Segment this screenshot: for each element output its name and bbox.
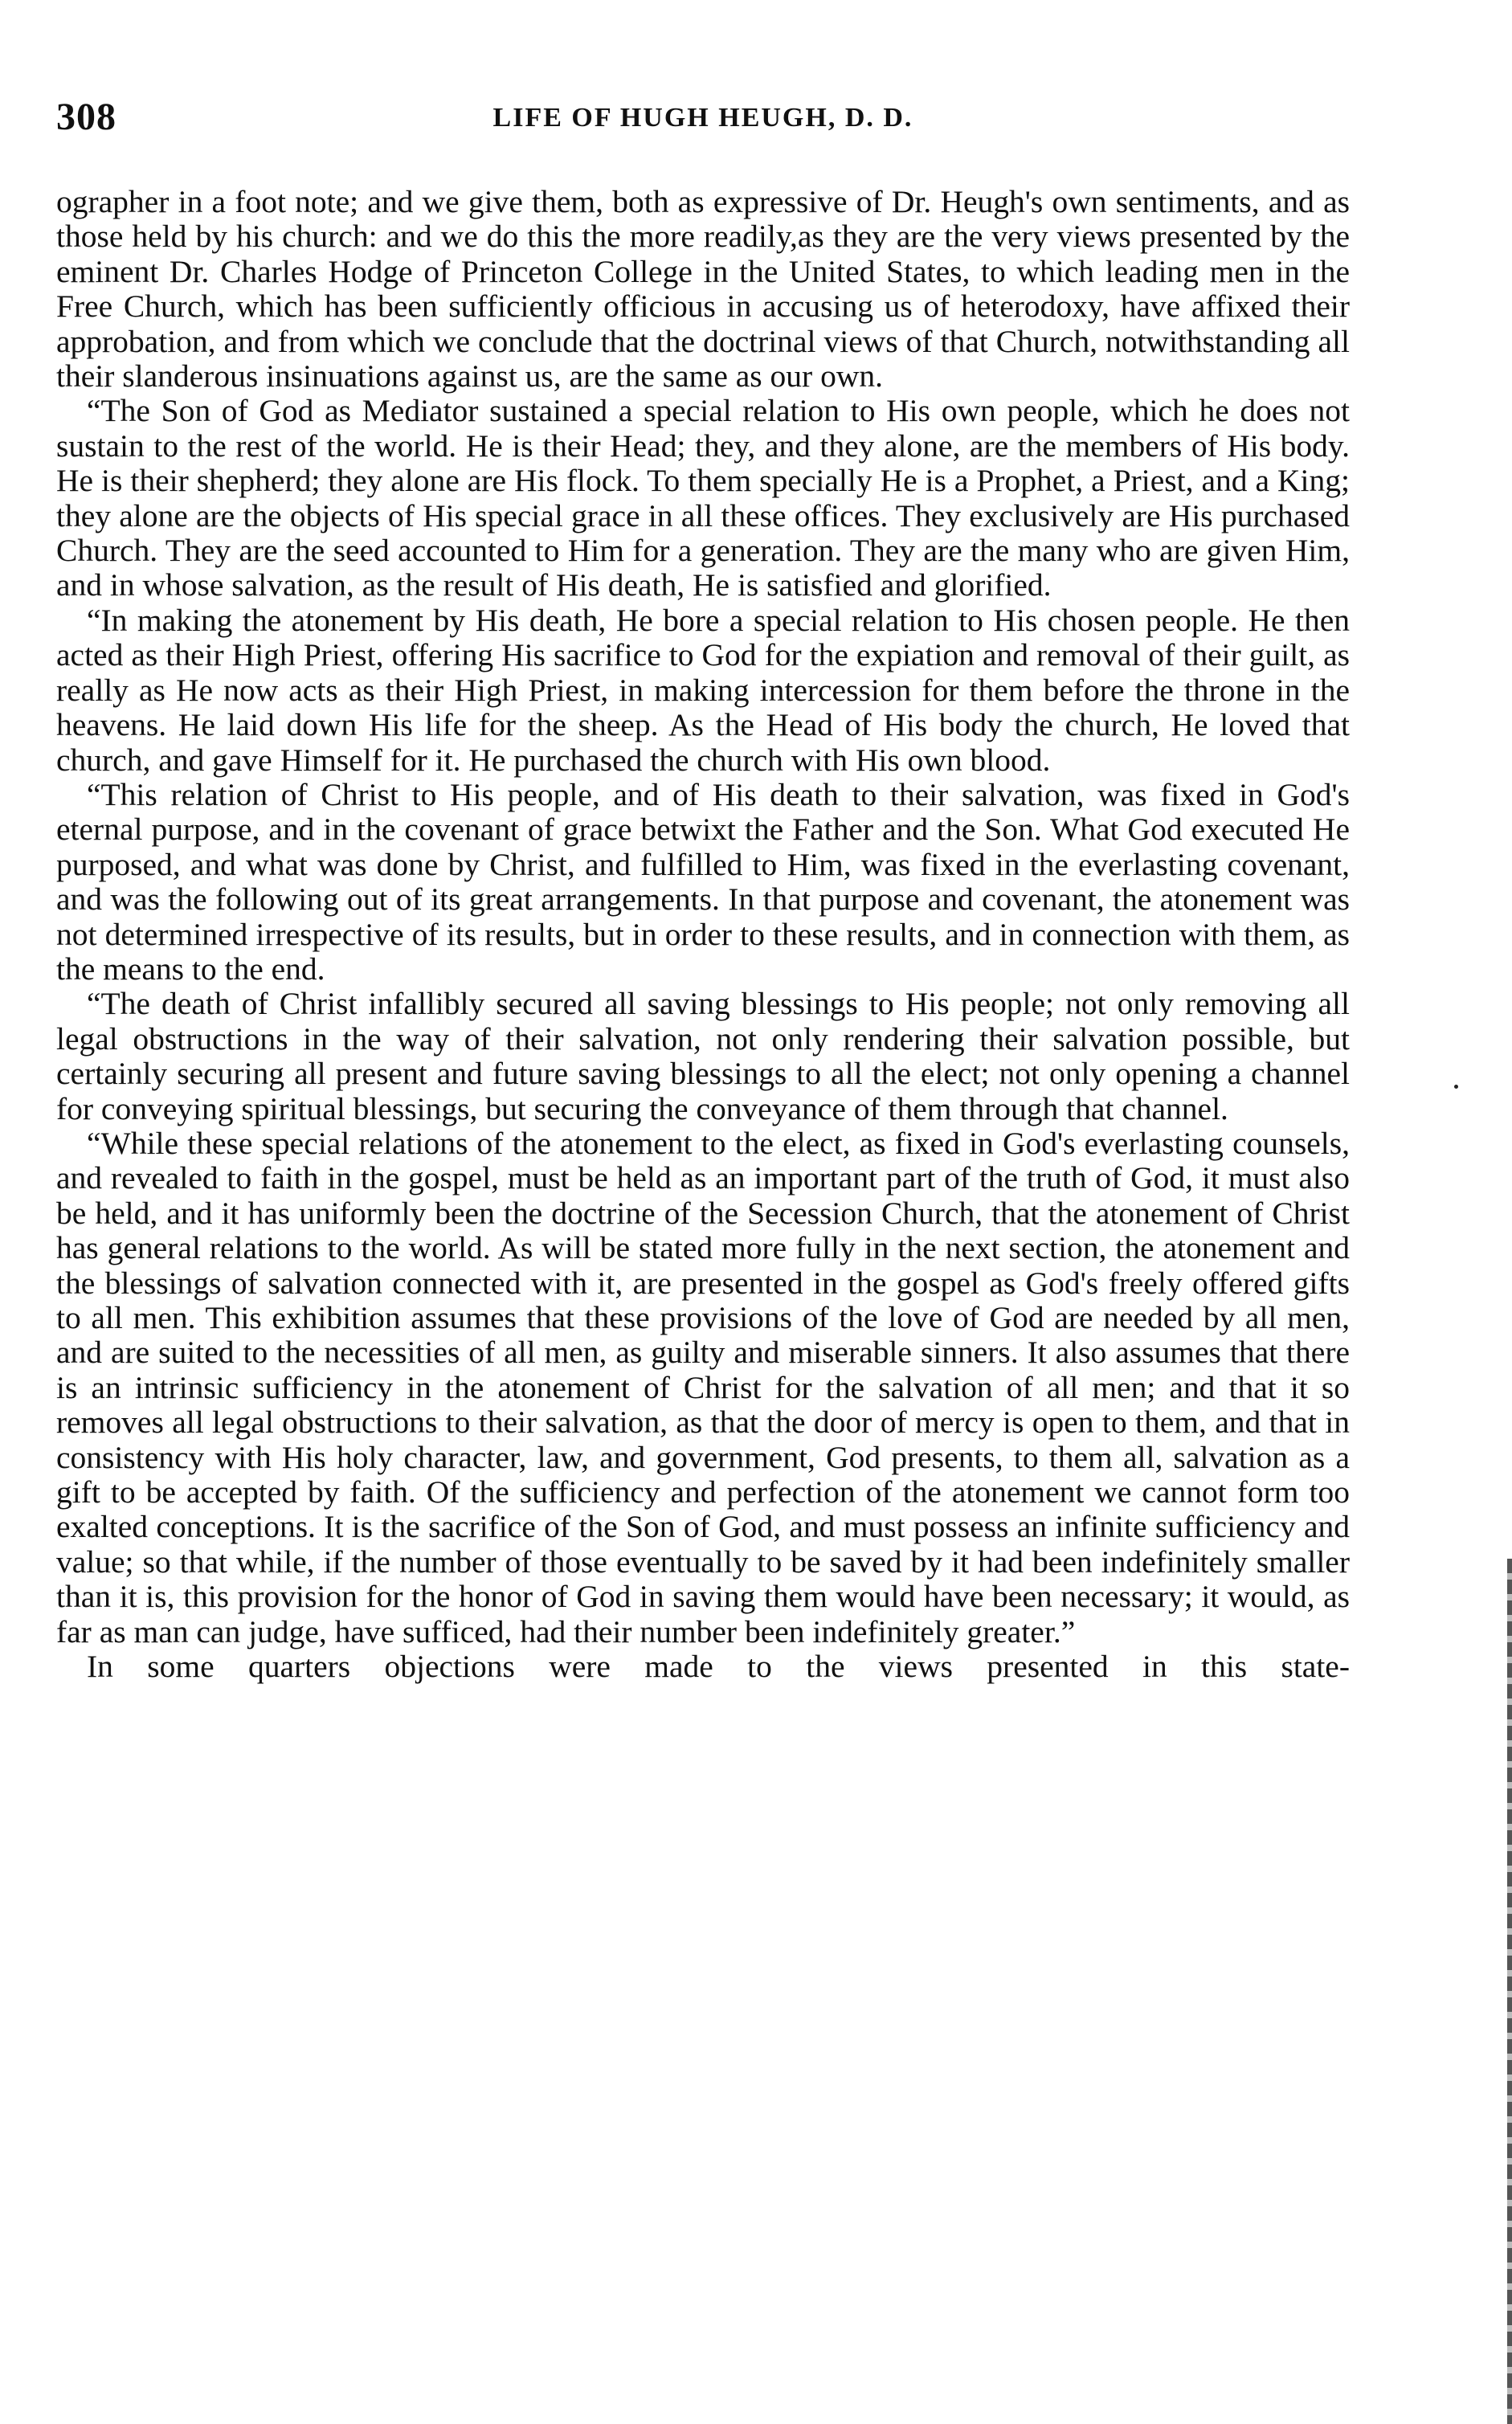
- running-head: [56, 95, 1350, 143]
- body-text: [56, 185, 1350, 1684]
- paragraph-objections: In some quarters objections were made to the views presented in this state-: [87, 1649, 1350, 1685]
- paragraph-quote-general-relations: “While these special relations of the atonement to the elect, as fixed in God's everlasting counsels, and revealed to faith in the gospel, must be held as an important part of the truth of God, it must also be held, and it has uniformly been the doctrine of the Secession Church, that the atonement of Christ has general relations to the world. As will be stated more fully in the next section, the atonement and the blessings of salvation connected with it, are presented in the gospel as God's freely offered gifts to all men. This exhibition assumes that these provisions of the love of God are needed by all men, and are suited to the necessities of all men, as guilty and miserable sinners. It also assumes that there is an intrinsic sufficiency in the atonement of Christ for the salvation of all men; and that it so removes all legal obstructions to their salvation, as that the door of mercy is open to them, and that in consistency with His holy character, law, and government, God presents, to them all, salvation as a gift to be accepted by faith. Of the sufficiency and perfection of the atonement we cannot form too exalted conceptions. It is the sacrifice of the Son of God, and must possess an infinite sufficiency and value; so that while, if the number of those eventually to be saved by it had been indefinitely smaller than it is, this provision for the honor of God in saving them would have been necessary; it would, as far as man can judge, have sufficed, had their number been indefinitely greater.”: [56, 1125, 1350, 1649]
- scan-speck: [1454, 1085, 1458, 1089]
- paragraph-quote-death-of-christ: “The death of Christ infallibly secured all saving blessings to His people; not only removing all legal obstructions in the way of their salvation, not only rendering their salvation possible, but certainly securing all present and future saving blessings to all the elect; not only opening a channel for conveying spiritual blessings, but securing the conveyance of them through that channel.: [56, 986, 1350, 1126]
- page-number: 308: [56, 96, 116, 138]
- paragraph-continued: ographer in a foot note; and we give them, both as expressive of Dr. Heugh's own sentiments, and as those held by his church: and we do this the more readily,as they are the very views presented by the eminent Dr. Charles Hodge of Princeton College in the United States, to which leading men in the Free Church, which has been sufficiently officious in accusing us of heterodoxy, have affixed their approbation, and from which we conclude that the doctrinal views of that Church, notwithstanding all their slanderous insinuations against us, are the same as our own.: [56, 184, 1350, 394]
- paragraph-quote-atonement: “In making the atonement by His death, He bore a special relation to His chosen people. He then acted as their High Priest, offering His sacrifice to God for the expiation and removal of their guilt, as really as He now acts as their High Priest, in making intercession for them before the throne in the heavens. He laid down His life for the sheep. As the Head of His body the church, He loved that church, and gave Himself for it. He purchased the church with His own blood.: [56, 602, 1350, 778]
- running-title: LIFE OF HUGH HEUGH, D. D.: [492, 103, 913, 133]
- paragraph-quote-special-relation: “The Son of God as Mediator sustained a special relation to His own people, which he does not sustain to the rest of the world. He is their Head; they, and they alone, are the members of His body. He is their shepherd; they alone are His flock. To them specially He is a Prophet, a Priest, and a King; they alone are the objects of His special grace in all these offices. They exclusively are His purchased Church. They are the seed accounted to Him for a generation. They are the many who are given Him, and in whose salvation, as the result of His death, He is satisfied and glorified.: [56, 393, 1350, 603]
- paragraph-quote-eternal-purpose: “This relation of Christ to His people, and of His death to their salvation, was fixed in God's eternal purpose, and in the covenant of grace betwixt the Father and the Son. What God executed He purposed, and what was done by Christ, and fulfilled to Him, was fixed in the everlasting covenant, and was the following out of its great arrangements. In that purpose and covenant, the atonement was not determined irrespective of its results, but in order to these results, and in connection with them, as the means to the end.: [56, 776, 1350, 987]
- page-edge-shadow: [1507, 1559, 1512, 2424]
